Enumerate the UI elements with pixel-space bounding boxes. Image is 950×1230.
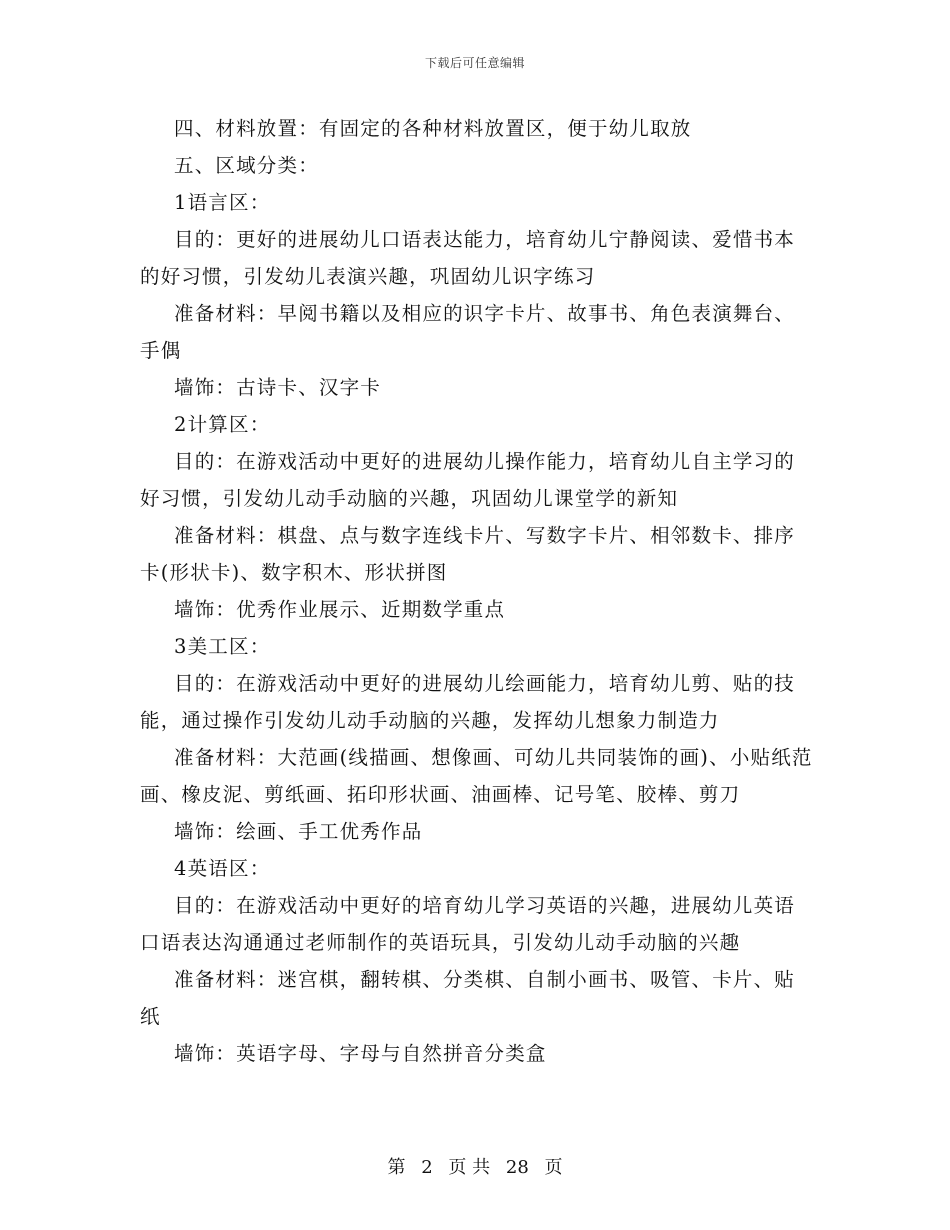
paragraph: 墙饰：绘画、手工优秀作品 xyxy=(174,820,423,843)
page-footer xyxy=(0,1153,950,1179)
header-note: 下载后可任意编辑 xyxy=(424,56,525,70)
paragraph: 4英语区： xyxy=(174,857,271,880)
document-body xyxy=(140,110,815,1072)
footer-prefix: 第 xyxy=(387,1157,406,1178)
paragraph: 四、材料放置：有固定的各种材料放置区，便于幼儿取放 xyxy=(174,117,692,140)
footer-total-pages: 28 xyxy=(505,1157,529,1178)
paragraph: 目的：在游戏活动中更好的培育幼儿学习英语的兴趣，进展幼儿英语口语表达沟通通过老师制作的英语玩具，引发幼儿动手动脑的兴趣 xyxy=(140,894,796,954)
paragraph: 准备材料：早阅书籍以及相应的识字卡片、故事书、角色表演舞台、手偶 xyxy=(140,302,796,362)
paragraph: 五、区域分类： xyxy=(174,154,319,177)
paragraph: 墙饰：古诗卡、汉字卡 xyxy=(174,376,382,399)
paragraph: 2计算区： xyxy=(174,413,271,436)
paragraph: 墙饰：优秀作业展示、近期数学重点 xyxy=(174,598,506,621)
footer-page-number: 2 xyxy=(421,1157,433,1178)
paragraph: 目的：在游戏活动中更好的进展幼儿绘画能力，培育幼儿剪、贴的技能，通过操作引发幼儿动手动脑的兴趣，发挥幼儿想象力制造力 xyxy=(140,672,796,732)
paragraph: 墙饰：英语字母、字母与自然拼音分类盒 xyxy=(174,1042,547,1065)
footer-suffix: 页 xyxy=(544,1157,563,1178)
paragraph: 1语言区： xyxy=(174,191,271,214)
paragraph: 目的：更好的进展幼儿口语表达能力，培育幼儿宁静阅读、爱惜书本的好习惯，引发幼儿表演兴趣，巩固幼儿识字练习 xyxy=(140,228,796,288)
paragraph: 准备材料：棋盘、点与数字连线卡片、写数字卡片、相邻数卡、排序卡(形状卡)、数字积木、形状拼图 xyxy=(140,524,796,584)
paragraph: 准备材料：大范画(线描画、想像画、可幼儿共同装饰的画)、小贴纸范画、橡皮泥、剪纸画、拓印形状画、油画棒、记号笔、胶棒、剪刀 xyxy=(140,746,813,806)
paragraph: 目的：在游戏活动中更好的进展幼儿操作能力，培育幼儿自主学习的好习惯，引发幼儿动手动脑的兴趣，巩固幼儿课堂学的新知 xyxy=(140,450,796,510)
footer-middle: 页 共 xyxy=(448,1157,491,1178)
paragraph: 3美工区： xyxy=(174,635,271,658)
paragraph: 准备材料：迷宫棋，翻转棋、分类棋、自制小画书、吸管、卡片、贴纸 xyxy=(140,968,796,1028)
